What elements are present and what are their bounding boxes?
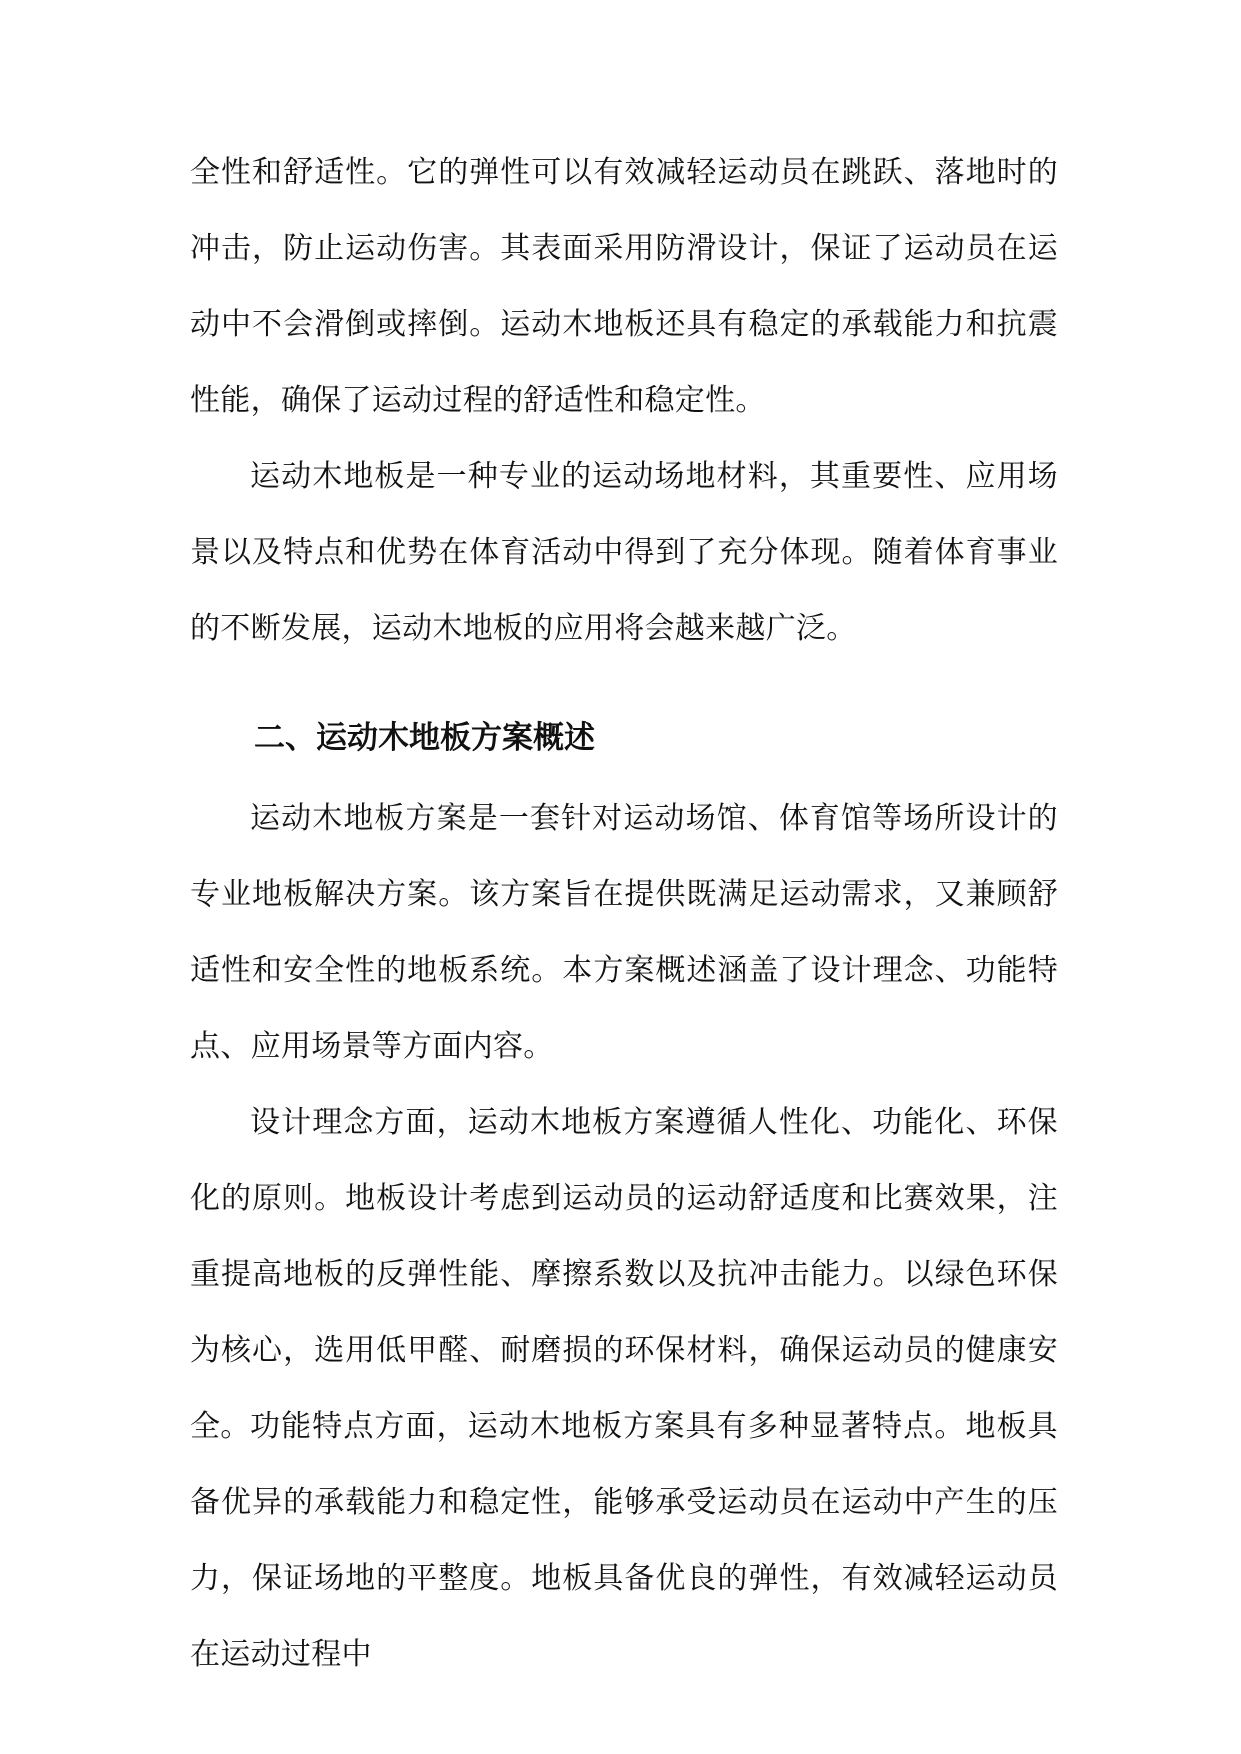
paragraph-continuation: 全性和舒适性。它的弹性可以有效减轻运动员在跳跃、落地时的冲击，防止运动伤害。其表面采用防滑设计，保证了运动员在运动中不会滑倒或摔倒。运动木地板还具有稳定的承载能力和抗震性能，确保了运动过程的舒适性和稳定性。 [190, 155, 1058, 418]
paragraph-importance-summary: 运动木地板是一种专业的运动场地材料，其重要性、应用场景以及特点和优势在体育活动中得到了充分体现。随着体育事业的不断发展，运动木地板的应用将会越来越广泛。 [190, 459, 1058, 646]
section-heading: 二、运动木地板方案概述 [254, 720, 595, 756]
paragraph-design-concept: 设计理念方面，运动木地板方案遵循人性化、功能化、环保化的原则。地板设计考虑到运动员的运动舒适度和比赛效果，注重提高地板的反弹性能、摩擦系数以及抗冲击能力。以绿色环保为核心，选用低甲醛、耐磨损的环保材料，确保运动员的健康安全。 [190, 1105, 1058, 1444]
paragraph-features: 功能特点方面，运动木地板方案具有多种显著特点。地板具备优异的承载能力和稳定性，能够承受运动员在运动中产生的压力，保证场地的平整度。地板具备优良的弹性，有效减轻运动员在运动过程中 [190, 1409, 1058, 1672]
paragraph-overview: 运动木地板方案是一套针对运动场馆、体育馆等场所设计的专业地板解决方案。该方案旨在提供既满足运动需求，又兼顾舒适性和安全性的地板系统。本方案概述涵盖了设计理念、功能特点、应用场景等方面内容。 [190, 801, 1058, 1064]
